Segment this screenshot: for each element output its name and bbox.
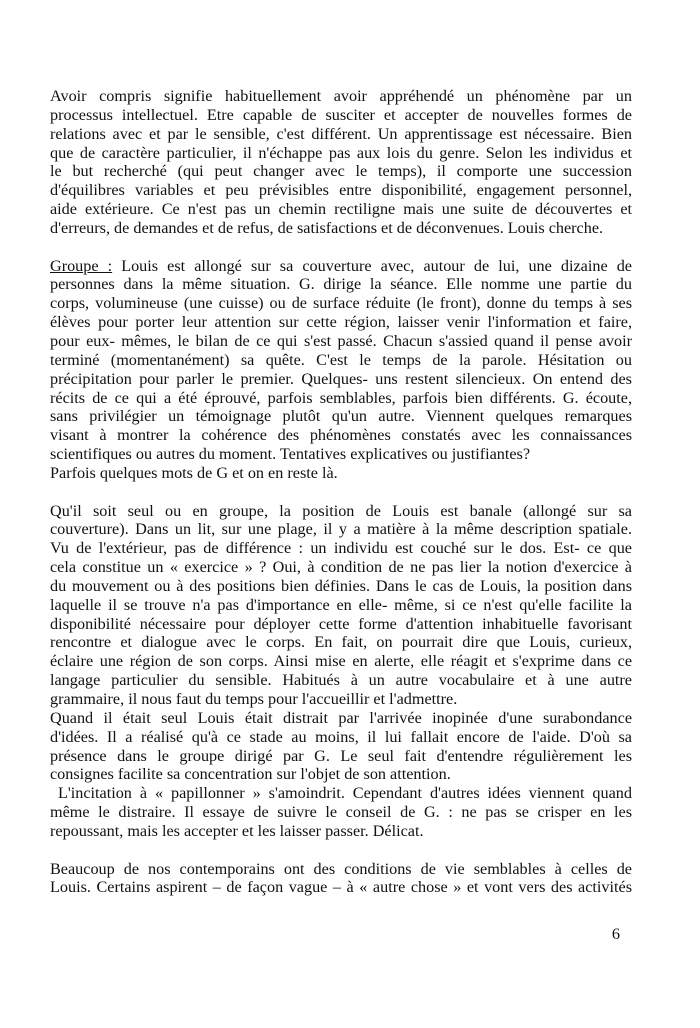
text-line: éclaire une région de son corps. Ainsi mise en alerte, elle réagit et s'exprime dans ce: [50, 652, 632, 671]
text-line: Beaucoup de nos contemporains ont des conditions de vie semblables à celles de: [50, 859, 632, 878]
text-line: Louis. Certains aspirent – de façon vague – à « autre chose » et vont vers des activités: [50, 878, 632, 897]
text-line: personnes dans la même situation. G. dirige la séance. Elle nomme une partie du: [50, 275, 632, 294]
text-line: le but recherché (qui peut changer avec le temps), il comporte une succession: [50, 162, 632, 181]
text-line: du mouvement ou à des positions bien définies. Dans le cas de Louis, la position dans: [50, 576, 632, 595]
text-line: élèves pour porter leur attention sur cette région, laisser venir l'information et faire,: [50, 313, 632, 332]
text-line: corps, volumineuse (une cuisse) ou de surface réduite (le front), donne du temps à ses: [50, 294, 632, 313]
text-line: couverture). Dans un lit, sur une plage, il y a matière à la même description spatiale.: [50, 520, 632, 539]
text-line: Parfois quelques mots de G et on en reste là.: [50, 463, 338, 482]
text-line: même le distraire. Il essaye de suivre le conseil de G. : ne pas se crisper en les: [50, 803, 632, 822]
text-line: présence dans le groupe dirigé par G. Le seul fait d'entendre régulièrement les: [50, 746, 632, 765]
text-line: L'incitation à « papillonner » s'amoindrit. Cependant d'autres idées viennent quand: [50, 784, 632, 803]
text-line: d'idées. Il a réalisé qu'à ce stade au moins, il lui fallait encore de l'aide. D'où sa: [50, 727, 632, 746]
text-line: processus intellectuel. Etre capable de susciter et accepter de nouvelles formes de: [50, 105, 632, 124]
text-line: laquelle il se trouve n'a pas d'importance en elle- même, si ce n'est qu'elle facilite la: [50, 595, 632, 614]
text-line: sans privilégier un témoignage plutôt qu'un autre. Viennent quelques remarques: [50, 407, 632, 426]
text-span: Louis est allongé sur sa couverture avec, autour de lui, une dizaine de: [112, 256, 632, 275]
paragraph-understanding: [50, 87, 632, 238]
text-line: scientifiques ou autres du moment. Tentatives explicatives ou justifiantes?: [50, 445, 531, 464]
text-line: Avoir compris signifie habituellement avoir appréhendé un phénomène par un: [50, 87, 632, 105]
text-line: Vu de l'extérieur, pas de différence : un individu est couché sur le dos. Est- ce que: [50, 539, 632, 558]
text-line: disponibilité nécessaire pour déployer cette forme d'attention inhabituelle favorisant: [50, 614, 632, 633]
text-line: repoussant, mais les accepter et les laisser passer. Délicat.: [50, 821, 424, 840]
page-number: 6: [611, 925, 620, 943]
text-line: cela constitue un « exercice » ? Oui, à condition de ne pas lier la notion d'exercice à: [50, 558, 632, 577]
text-line: grammaire, il nous faut du temps pour l'accueillir et l'admettre.: [50, 690, 458, 708]
text-line: d'erreurs, de demandes et de refus, de satisfactions et de déconvenues. Louis cherche.: [50, 218, 604, 237]
paragraph-contemporains: [50, 860, 632, 898]
document-body: [50, 87, 632, 916]
text-line: aide extérieure. Ce n'est pas un chemin rectiligne mais une suite de découvertes et: [50, 200, 632, 219]
text-line: d'équilibres variables et peu prévisibles entre disponibilité, engagement personnel,: [50, 181, 632, 200]
text-line: pour eux- mêmes, le bilan de ce qui s'est passé. Chacun s'assied quand il pense avoir: [50, 331, 632, 350]
text-line: précipitation pour parler le premier. Quelques- uns restent silencieux. On entend des: [50, 369, 632, 388]
text-line: visant à montrer la cohérence des phénomènes constatés avec les connaissances: [50, 426, 632, 445]
text-line: que de caractère particulier, il n'échappe pas aux lois du genre. Selon les individus et: [50, 143, 632, 162]
paragraph-groupe: [50, 257, 632, 483]
paragraph-position: [50, 502, 632, 841]
text-line: relations avec et par le sensible, c'est différent. Un apprentissage est nécessaire. Bien: [50, 124, 632, 143]
text-line: Quand il était seul Louis était distrait par l'arrivée inopinée d'une surabondance: [50, 708, 632, 727]
text-line: rencontre et dialogue avec le corps. En fait, on pourrait dire que Louis, curieux,: [50, 633, 632, 652]
text-line: langage particulier du sensible. Habitués à un autre vocabulaire et à une autre: [50, 671, 632, 690]
text-line: [50, 257, 632, 276]
section-label-groupe: Groupe :: [50, 256, 113, 275]
text-line: terminé (momentanément) sa quête. C'est le temps de la parole. Hésitation ou: [50, 350, 632, 369]
text-line: Qu'il soit seul ou en groupe, la position de Louis est banale (allongé sur sa: [50, 501, 632, 520]
text-line: récits de ce qui a été éprouvé, parfois semblables, parfois bien différents. G. écoute,: [50, 388, 632, 407]
text-line: consignes facilite sa concentration sur l'objet de son attention.: [50, 765, 451, 784]
